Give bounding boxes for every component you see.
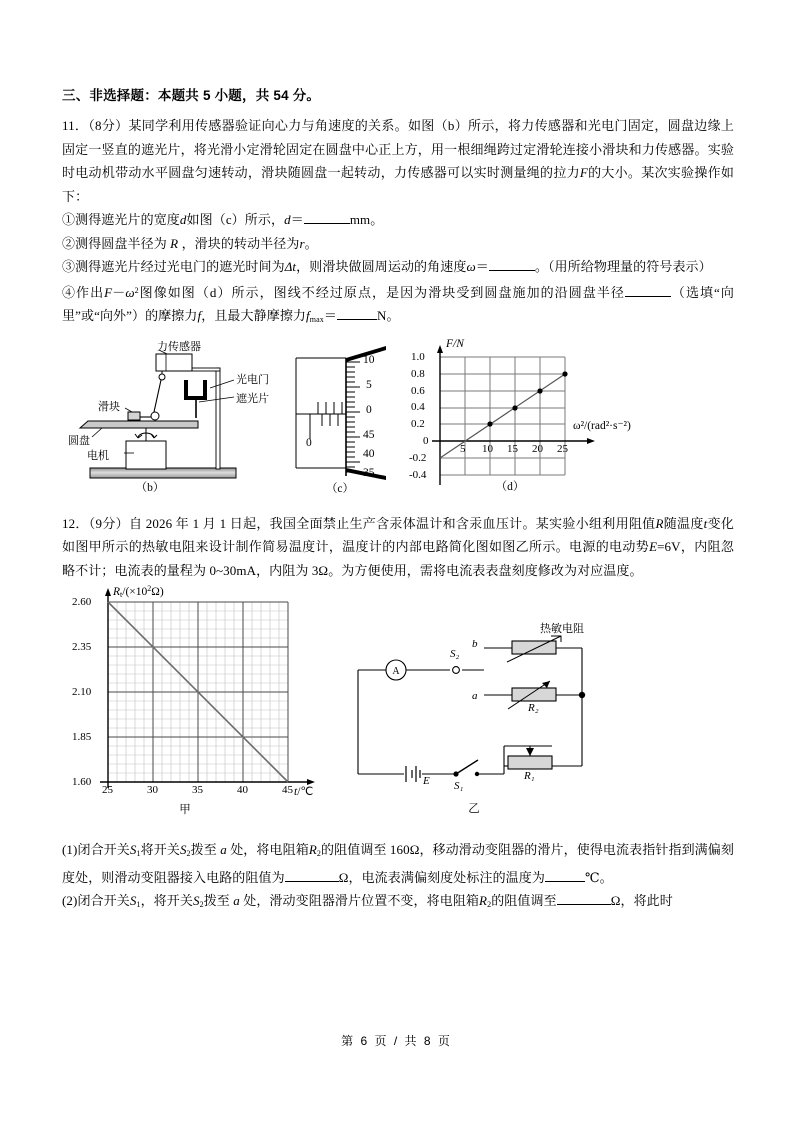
jia-x-axis-label: t/℃: [294, 786, 314, 798]
figure-c-caption: （c）: [325, 482, 355, 495]
q12-stem-2: 随温度: [663, 515, 704, 531]
micrometer-tick-45: 45: [363, 428, 375, 441]
jia-ytick-2-60: 2.60: [72, 596, 92, 608]
q11-step4-c: （选填“向里”或“向外”）的摩擦力: [62, 284, 734, 323]
xtick-25: 25: [557, 442, 568, 455]
q12-p2-r2-sub: 2: [487, 900, 492, 909]
circuit-drawing: [344, 628, 602, 810]
x-axis-label: ω²/(rad²·s⁻²): [573, 419, 631, 432]
ytick-0-6: 0.6: [411, 384, 425, 397]
page-content: [62, 84, 734, 917]
page-footer: 第 6 页 / 共 8 页: [341, 1034, 452, 1048]
jia-xtick-25: 25: [102, 784, 113, 796]
label-source-e: E: [423, 775, 430, 787]
q11-fmax-subscript: max: [309, 315, 324, 324]
xtick-20: 20: [532, 442, 543, 455]
q12-p1-unit2: ℃。: [584, 869, 613, 885]
micrometer-tick-35: 35: [363, 466, 375, 479]
ytick-0-8: 0.8: [411, 367, 425, 380]
answer-blank-r2-value[interactable]: [557, 904, 611, 905]
section-heading: 三、非选择题：本题共 5 小题，共 54 分。: [62, 88, 321, 103]
q12-symbol-t: t: [703, 515, 708, 531]
q12-p2-point-a: a: [233, 893, 240, 908]
micrometer-tick-0: 0: [366, 403, 372, 416]
figure-d-graph: [409, 337, 640, 495]
q12-p1-b: 将开关: [140, 842, 180, 857]
q12-stem-1: 自 2026 年 1 月 1 日起，我国全面禁止生产含汞体温计和含汞血压计。某实验小组利用阻值: [128, 515, 656, 531]
jia-y-axis-label: $R_t/(\times 10^2\Omega)$: [113, 584, 164, 599]
label-slider: 滑块: [98, 400, 120, 413]
q12-stem-3: 变化如图甲所示的热敏电阻来设计制作简易温度计，温度计的内部电路简化图如图乙所示。电源的电动势: [62, 515, 734, 554]
q11-omega-exponent: 2: [134, 285, 139, 295]
q11-step-2: [62, 232, 734, 256]
figure-yi-circuit: [344, 623, 604, 828]
q11-step3-eq: ＝: [475, 259, 489, 274]
jia-ytick-2-10: 2.10: [72, 686, 92, 698]
data-point: [512, 405, 517, 410]
q12-p1-a: (1)闭合开关: [62, 842, 130, 857]
q11-score: （8分）: [88, 118, 129, 133]
data-point: [562, 371, 567, 376]
ytick-1-0: 1.0: [411, 350, 425, 363]
q11-step4-a: ④作出: [62, 284, 105, 300]
q11-step1-b: 如图（c）所示，: [186, 212, 285, 227]
q12-p2-s1: S: [129, 893, 137, 908]
y-axis-label: F/N: [446, 337, 464, 350]
ytick-neg-0-2: -0.2: [409, 451, 427, 464]
label-resistor-r1: R₁: [524, 770, 535, 782]
q11-step-1: [62, 208, 734, 232]
q12-p2-e: 的阻值调至: [491, 893, 557, 908]
q11-step4-b: 图像如图（d）所示，图线不经过原点，是因为滑块受到圆盘施加的沿圆盘半径: [138, 284, 625, 300]
q12-part-1: [62, 838, 734, 889]
label-force-sensor: 力传感器: [157, 340, 201, 353]
q12-p2-r2: R: [479, 893, 488, 908]
jia-xtick-30: 30: [147, 784, 158, 796]
label-rheostat-r2: R₂: [528, 702, 539, 714]
q11-step3-a: ③测得遮光片经过光电门的遮光时间为: [62, 259, 285, 274]
micrometer-tick-5: 5: [366, 378, 372, 391]
q11-step2-a: ②测得圆盘半径为: [62, 235, 167, 251]
q12-p2-a: (2)闭合开关: [62, 893, 130, 908]
answer-blank-rheostat-value[interactable]: [285, 881, 339, 882]
q12-p2-s1-sub: 1: [136, 900, 141, 909]
label-switch-s1: S₁: [454, 780, 464, 792]
q12-p1-unit1: Ω，电流表满偏刻度处标注的温度为: [338, 869, 545, 885]
q12-part-2: [62, 889, 734, 917]
q12-p1-r2: R: [308, 842, 317, 857]
q11-step4-dash: －: [112, 284, 126, 300]
q12-p2-s2: S: [192, 893, 200, 908]
q12-p1-s2-sub: 2: [186, 849, 191, 858]
jia-ytick-1-60: 1.60: [72, 776, 92, 788]
label-thermistor: 热敏电阻: [540, 623, 584, 635]
q11-symbol-f: f: [197, 308, 202, 323]
label-photogate: 光电门: [236, 373, 269, 386]
q11-symbol-d2: d: [284, 212, 291, 227]
answer-blank-friction-dir[interactable]: [625, 296, 671, 297]
q11-symbol-r: r: [299, 235, 305, 251]
q12-p2-unit: Ω，将此时: [610, 893, 673, 908]
q11-step4-d: ，且最大静摩擦力: [201, 308, 307, 323]
ytick-0-4: 0.4: [411, 400, 425, 413]
micrometer-drawing: [294, 344, 427, 484]
micrometer-sleeve-zero: 0: [306, 436, 312, 449]
ytick-neg-0-4: -0.4: [409, 468, 427, 481]
figure-yi-caption: 乙: [468, 803, 480, 815]
jia-xtick-45: 45: [282, 784, 293, 796]
svg-text:A: A: [392, 666, 400, 677]
q11-step-4: [62, 279, 734, 332]
q11-step2-c: 。: [304, 235, 318, 251]
figure-jia-caption: 甲: [179, 804, 191, 816]
figure-b-apparatus: [62, 340, 324, 494]
ytick-0-2: 0.2: [411, 417, 425, 430]
q12-p2-s2-sub: 2: [199, 900, 204, 909]
label-disk: 圆盘: [68, 434, 90, 447]
micrometer-tick-10: 10: [363, 353, 375, 366]
q11-symbol-omega: ω: [466, 259, 476, 274]
q12-p1-c: 拨至: [190, 842, 217, 857]
q11-step-3: [62, 255, 734, 279]
q11-figures: [62, 337, 734, 500]
answer-blank-omega[interactable]: [489, 270, 535, 271]
q12-p1-s1: S: [129, 842, 137, 857]
q12-p1-e: 的阻值调至 160Ω，移动滑动变阻器的滑片，使得电流表指针指到满偏刻度处，则滑动变阻器接入电路的阻值为: [62, 842, 734, 885]
q11-step2-b: ，滑块的转动半径为: [181, 235, 300, 251]
q11-step3-b: ，则滑块做圆周运动的角速度: [296, 259, 467, 274]
q11-stem-tail: 的大小。某次实验操作如下：: [62, 165, 734, 204]
ytick-0: 0: [423, 434, 429, 447]
label-shade-plate: 遮光片: [236, 392, 269, 405]
label-point-a: a: [472, 690, 478, 702]
q11-symbol-F2: F: [104, 284, 113, 300]
q11-symbol-fmax: f: [306, 308, 310, 323]
figure-jia-graph: [70, 584, 340, 833]
q11-step1-unit: mm。: [349, 212, 384, 227]
q12-figures: [62, 584, 734, 838]
q11-symbol-delta-t: Δt: [284, 259, 297, 274]
q12-p2-b: ，将开关: [140, 893, 193, 908]
apparatus-drawing: [62, 340, 324, 490]
answer-blank-full-scale-temp[interactable]: [545, 881, 585, 882]
answer-blank-d[interactable]: [304, 223, 350, 224]
q12-p1-r2-sub: 2: [316, 849, 321, 858]
figure-c-micrometer: [294, 344, 427, 495]
micrometer-tick-40: 40: [363, 447, 375, 460]
label-motor: 电机: [87, 449, 109, 462]
q12-score: （9分）: [88, 515, 129, 531]
jia-ytick-1-85: 1.85: [72, 731, 92, 743]
q11-step3-c: 。（用所给物理量的符号表示）: [534, 259, 712, 274]
xtick-15: 15: [507, 442, 518, 455]
xtick-10: 10: [482, 442, 493, 455]
label-point-b: b: [472, 638, 478, 650]
q11-number: 11．: [62, 118, 89, 133]
q11-symbol-F: F: [579, 165, 588, 180]
data-point: [487, 421, 492, 426]
data-point: [537, 388, 542, 393]
q12-symbol-R: R: [655, 515, 664, 531]
f-omega-squared-chart: [410, 337, 640, 492]
q11-step4-eq: ＝: [323, 308, 337, 323]
q12-p1-s2: S: [179, 842, 187, 857]
q11-step1-eq: ＝: [290, 212, 304, 227]
q11-symbol-R: R: [170, 235, 179, 251]
jia-ytick-2-35: 2.35: [72, 641, 92, 653]
q11-stem-text: 某同学利用传感器验证向心力与角速度的关系。如图（b）所示，将力传感器和光电门固定，圆盘边缘上固定一竖直的遮光片，将光滑小定滑轮固定在圆盘中心正上方，用一根细绳跨过定滑轮连接小滑块和力传感器。实验时电动机带动水平圆盘匀速转动，滑块随圆盘一起转动，力传感器可以实时测量绳的拉力: [62, 118, 735, 180]
question-11-stem: [62, 114, 734, 208]
answer-blank-fmax[interactable]: [337, 319, 377, 320]
jia-xtick-40: 40: [237, 784, 248, 796]
figure-d-caption: （d）: [495, 480, 525, 493]
q12-p2-c: 拨至: [203, 893, 230, 908]
label-switch-s2: S₂: [450, 648, 460, 660]
q12-p1-d: 处，将电阻箱: [230, 842, 309, 857]
figure-b-caption: （b）: [135, 481, 165, 494]
q12-p2-d: 处，滑动变阻器滑片位置不变，将电阻箱: [243, 893, 480, 908]
q11-step1-a: ①测得遮光片的宽度: [62, 212, 180, 227]
q12-p1-s1-sub: 1: [136, 849, 141, 858]
q11-step4-unit: N。: [376, 308, 400, 323]
q11-symbol-omega2: ω: [125, 284, 135, 300]
q12-number: 12．: [62, 515, 89, 531]
q12-p1-point-a: a: [220, 842, 227, 857]
q12-symbol-E: E: [649, 539, 658, 554]
question-12-stem: [62, 512, 734, 583]
jia-xtick-35: 35: [192, 784, 203, 796]
xtick-5: 5: [460, 442, 466, 455]
q11-symbol-d: d: [179, 212, 187, 227]
q12-stem-4: =6V，内阻忽略不计；电流表的量程为 0~30mA，内阻为 3Ω。为方便使用，需将电流表表盘刻度修改为对应温度。: [62, 539, 734, 578]
